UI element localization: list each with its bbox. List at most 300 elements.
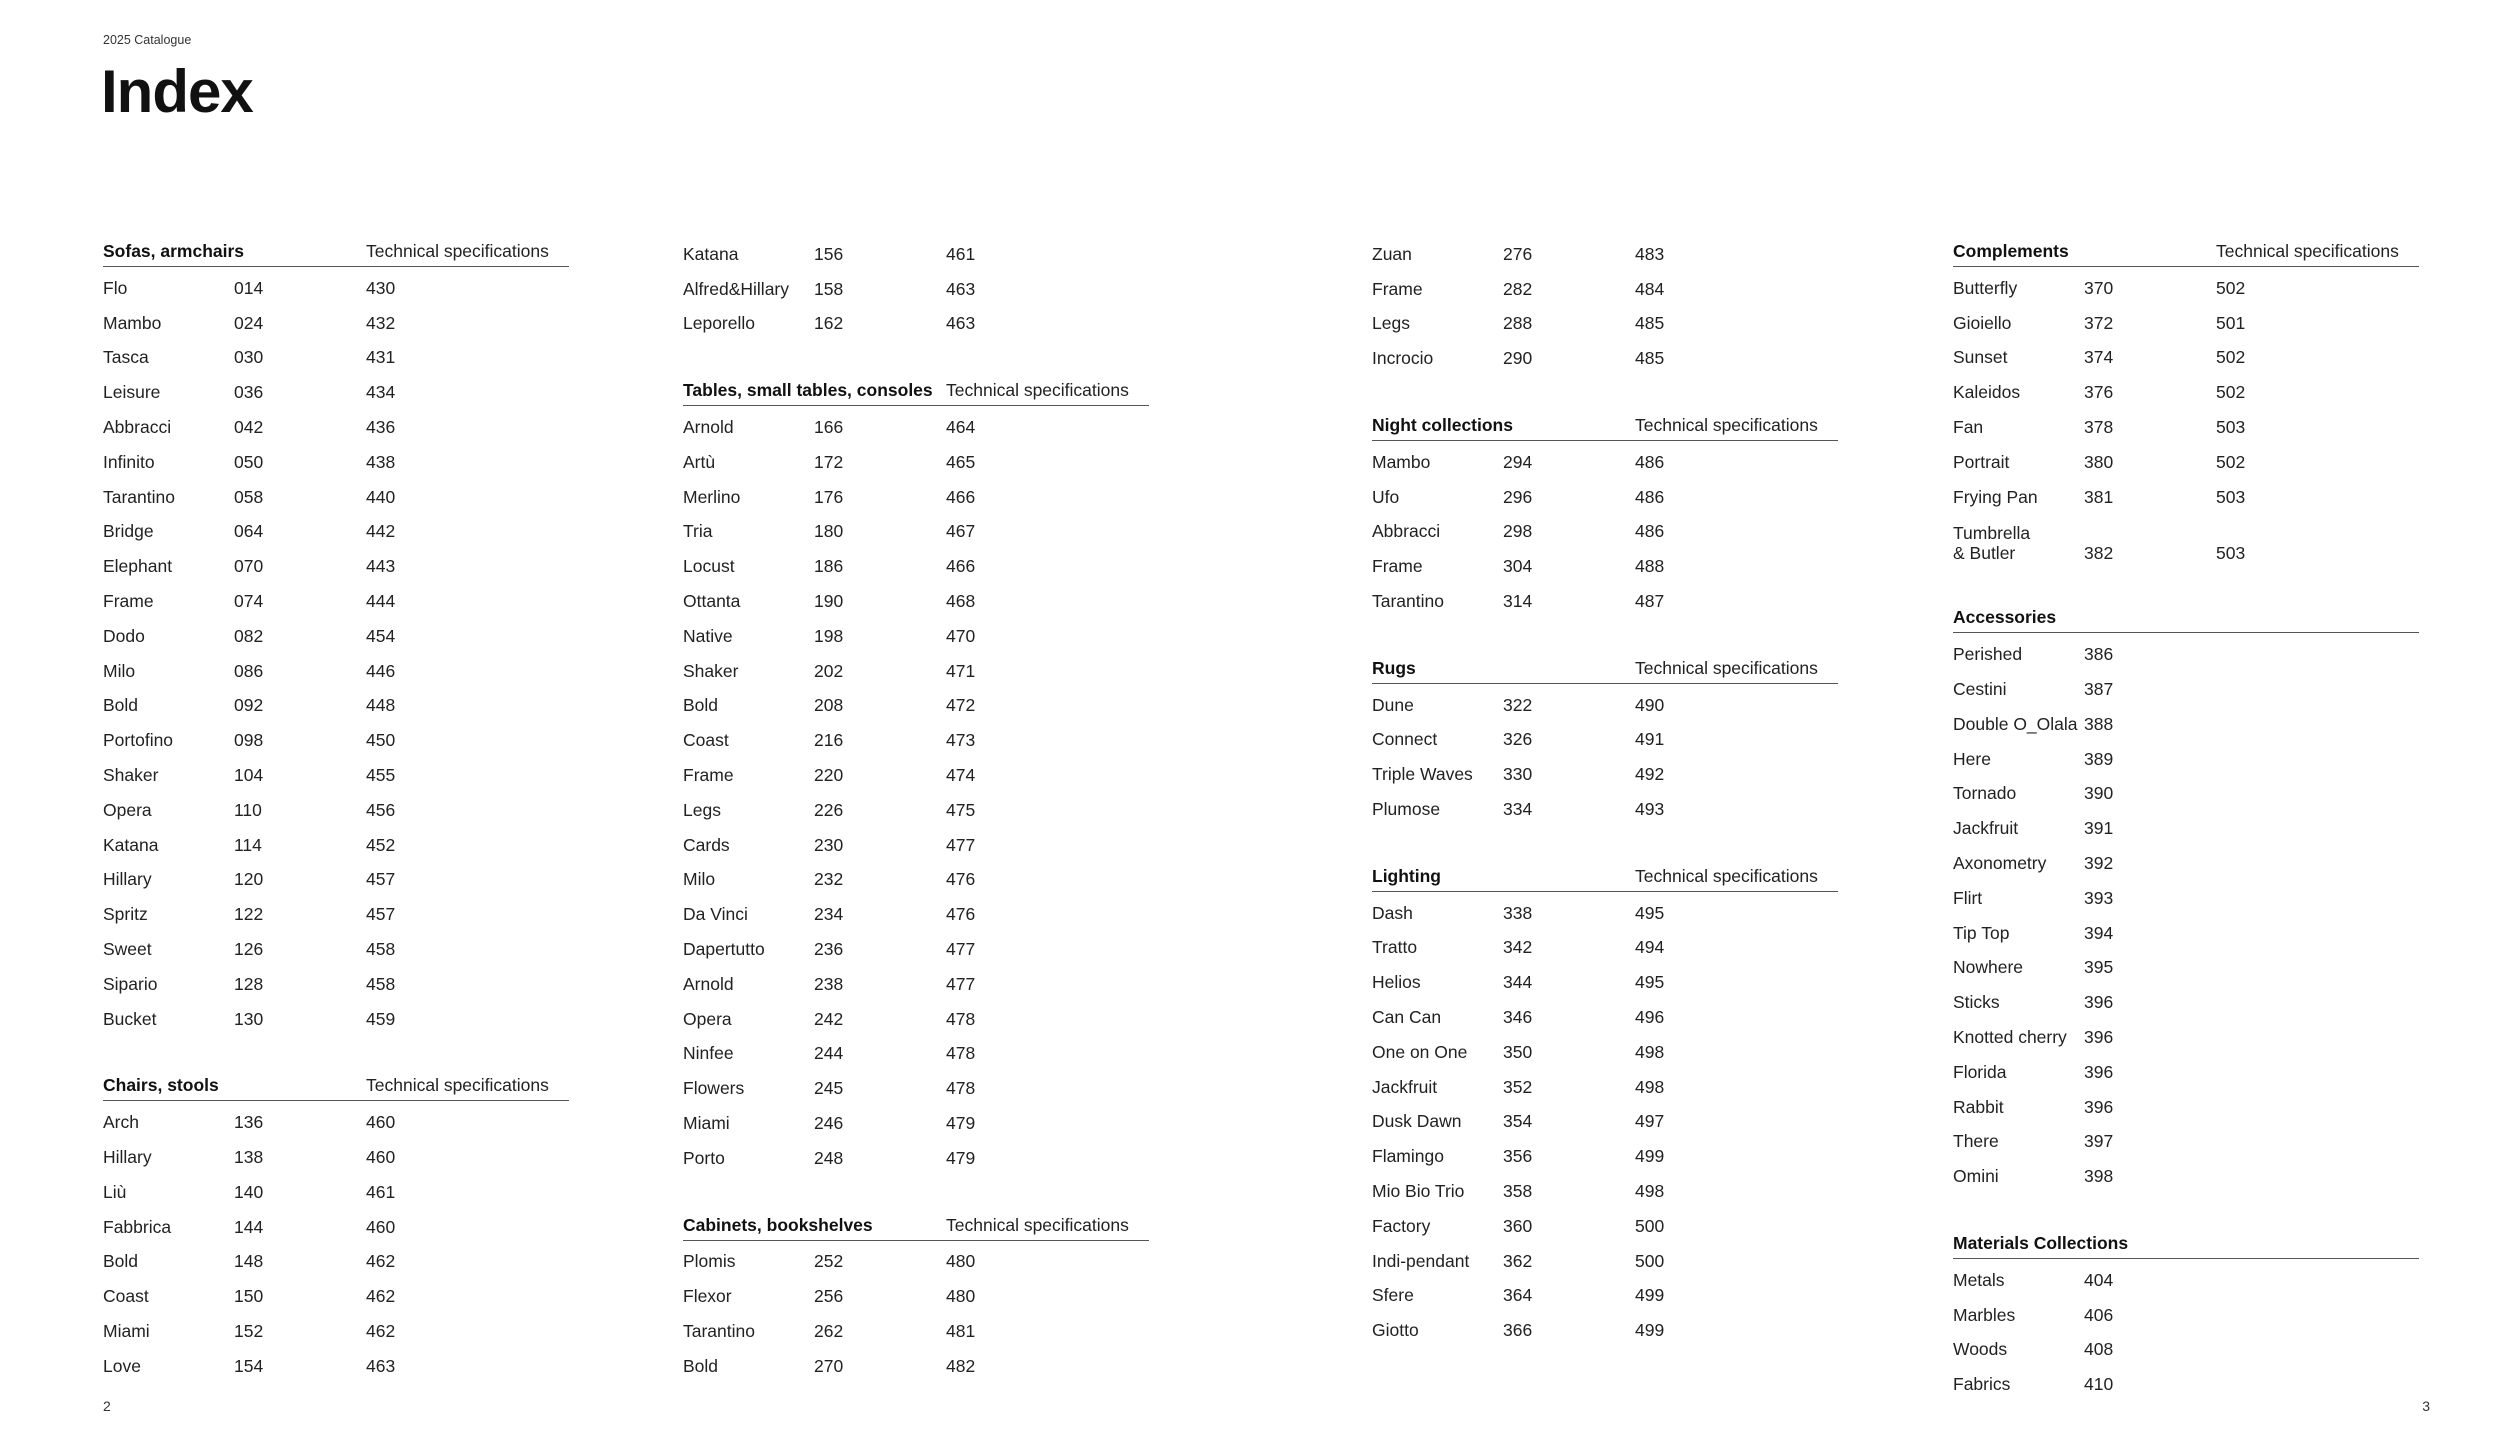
index-row[interactable] xyxy=(1953,1020,2419,1055)
index-row[interactable] xyxy=(683,619,1149,654)
index-row[interactable] xyxy=(1953,881,2419,916)
index-section xyxy=(683,237,1149,341)
index-row[interactable] xyxy=(1372,757,1838,792)
spec-page-reference: 457 xyxy=(366,869,396,890)
page-reference: 152 xyxy=(234,1321,264,1341)
index-row[interactable] xyxy=(103,1002,569,1037)
index-row[interactable] xyxy=(1953,1159,2419,1194)
index-row[interactable] xyxy=(103,271,569,306)
page-reference: 366 xyxy=(1503,1320,1533,1341)
index-row[interactable] xyxy=(683,863,1149,898)
spec-page-reference: 464 xyxy=(946,417,976,438)
index-row[interactable] xyxy=(1953,985,2419,1020)
index-row[interactable] xyxy=(683,758,1149,793)
index-row[interactable] xyxy=(1953,1090,2419,1125)
spec-page-reference: 460 xyxy=(366,1216,396,1237)
product-name: Flexor xyxy=(683,1286,732,1307)
product-name: Fabbrica xyxy=(103,1216,172,1237)
index-row[interactable] xyxy=(103,654,569,689)
spec-page-reference: 499 xyxy=(1635,1146,1665,1167)
index-row[interactable] xyxy=(1953,306,2419,341)
index-row[interactable] xyxy=(103,549,569,584)
page-reference: 296 xyxy=(1503,486,1533,507)
product-name: Triple Waves xyxy=(1372,764,1473,785)
product-name: Bucket xyxy=(103,1008,157,1029)
index-row[interactable] xyxy=(103,1349,569,1384)
page-reference: 248 xyxy=(814,1147,844,1168)
index-row[interactable] xyxy=(1372,1070,1838,1105)
section-header xyxy=(1953,1229,2419,1259)
index-row[interactable] xyxy=(103,1210,569,1245)
index-row[interactable] xyxy=(103,515,569,550)
product-name: Frying Pan xyxy=(1953,486,2038,507)
index-section xyxy=(103,237,569,1037)
index-row[interactable] xyxy=(1372,792,1838,827)
product-name: Flo xyxy=(103,277,128,298)
technical-specifications-label: Technical specifications xyxy=(1635,865,1818,886)
product-name: Bold xyxy=(683,695,719,716)
index-row[interactable] xyxy=(683,584,1149,619)
product-name: Opera xyxy=(683,1008,732,1029)
index-row[interactable] xyxy=(103,967,569,1002)
index-row[interactable] xyxy=(103,584,569,619)
page-reference: 406 xyxy=(2084,1304,2114,1325)
page-reference: 154 xyxy=(234,1355,264,1376)
product-name: Plomis xyxy=(683,1251,736,1272)
index-row[interactable] xyxy=(1372,341,1838,376)
spec-page-reference: 476 xyxy=(946,904,976,925)
page-reference: 202 xyxy=(814,660,844,681)
product-name: Axonometry xyxy=(1953,853,2047,874)
index-row[interactable] xyxy=(1372,1174,1838,1209)
index-row[interactable] xyxy=(1953,811,2419,846)
index-row[interactable] xyxy=(683,897,1149,932)
index-row[interactable] xyxy=(1953,742,2419,777)
spec-page-reference: 460 xyxy=(366,1147,396,1168)
section-header xyxy=(1953,603,2419,633)
product-name: Florida xyxy=(1953,1061,2007,1082)
product-name: Infinito xyxy=(103,451,155,472)
index-row[interactable] xyxy=(1953,1367,2419,1402)
page-reference: 374 xyxy=(2084,347,2114,368)
page-reference: 064 xyxy=(234,521,264,542)
page-reference: 378 xyxy=(2084,417,2114,438)
index-row[interactable] xyxy=(1372,1244,1838,1279)
product-name: One on One xyxy=(1372,1041,1468,1062)
index-row[interactable] xyxy=(683,654,1149,689)
index-row[interactable] xyxy=(103,1245,569,1280)
index-row[interactable] xyxy=(1953,672,2419,707)
page-reference: 338 xyxy=(1503,902,1533,923)
index-row[interactable] xyxy=(1953,445,2419,480)
product-name: Merlino xyxy=(683,486,741,507)
spec-page-reference: 431 xyxy=(366,347,396,368)
index-row[interactable] xyxy=(103,480,569,515)
section-title: Night collections xyxy=(1372,414,1513,435)
index-row[interactable] xyxy=(103,723,569,758)
page-reference: 148 xyxy=(234,1251,264,1272)
page-title: Index xyxy=(101,58,253,125)
product-name: Porto xyxy=(683,1147,725,1168)
index-row[interactable] xyxy=(1953,846,2419,881)
spec-page-reference: 461 xyxy=(946,243,976,264)
spec-page-reference: 457 xyxy=(366,904,396,925)
page-reference: 122 xyxy=(234,904,264,925)
product-name: Abbracci xyxy=(1372,521,1441,542)
index-row[interactable] xyxy=(1953,1125,2419,1160)
page-reference: 074 xyxy=(234,591,264,612)
index-row[interactable] xyxy=(103,932,569,967)
page-reference: 410 xyxy=(2084,1374,2114,1395)
spec-page-reference: 459 xyxy=(366,1008,396,1029)
product-name: Da Vinci xyxy=(683,904,748,925)
product-name: Coast xyxy=(103,1286,149,1307)
product-name: Frame xyxy=(1372,278,1423,299)
index-row[interactable] xyxy=(103,1279,569,1314)
spec-page-reference: 462 xyxy=(366,1286,396,1307)
index-row[interactable] xyxy=(103,375,569,410)
index-row[interactable] xyxy=(683,445,1149,480)
spec-page-reference: 484 xyxy=(1635,278,1665,299)
index-row[interactable] xyxy=(103,793,569,828)
product-name: Indi-pendant xyxy=(1372,1250,1470,1271)
page-reference: 390 xyxy=(2084,783,2114,804)
product-name: Arch xyxy=(103,1112,139,1133)
section-header xyxy=(1953,237,2419,267)
index-row[interactable] xyxy=(683,1141,1149,1176)
index-row[interactable] xyxy=(683,480,1149,515)
index-row[interactable] xyxy=(1372,723,1838,758)
spec-page-reference: 495 xyxy=(1635,902,1665,923)
index-row[interactable] xyxy=(683,1071,1149,1106)
product-name: Shaker xyxy=(683,660,739,681)
page-reference: 086 xyxy=(234,660,264,681)
spec-page-reference: 479 xyxy=(946,1113,976,1134)
index-row[interactable] xyxy=(1953,341,2419,376)
index-row[interactable] xyxy=(103,1105,569,1140)
product-name: Katana xyxy=(103,834,159,855)
index-row[interactable] xyxy=(683,1279,1149,1314)
index-row[interactable] xyxy=(103,410,569,445)
page-reference: 220 xyxy=(814,765,844,786)
spec-page-reference: 481 xyxy=(946,1321,976,1341)
spec-page-reference: 432 xyxy=(366,312,396,333)
page-reference: 270 xyxy=(814,1355,844,1376)
spec-page-reference: 502 xyxy=(2216,347,2246,368)
index-row[interactable] xyxy=(1372,237,1838,272)
index-section xyxy=(103,1071,569,1383)
page-reference: 397 xyxy=(2084,1131,2114,1152)
product-name: Tarantino xyxy=(683,1321,755,1341)
index-row[interactable] xyxy=(1953,515,2419,569)
index-row[interactable] xyxy=(103,1140,569,1175)
page-reference: 346 xyxy=(1503,1007,1533,1028)
page-reference: 120 xyxy=(234,869,264,890)
page-reference: 350 xyxy=(1503,1041,1533,1062)
product-name: Native xyxy=(683,625,733,646)
page-reference: 128 xyxy=(234,973,264,994)
product-name: Knotted cherry xyxy=(1953,1027,2067,1048)
index-row[interactable] xyxy=(1953,777,2419,812)
product-name: Bold xyxy=(103,695,139,716)
product-name: Arnold xyxy=(683,417,734,438)
page-reference: 304 xyxy=(1503,556,1533,577)
product-name: Alfred&Hillary xyxy=(683,278,789,299)
index-row[interactable] xyxy=(103,619,569,654)
spec-page-reference: 448 xyxy=(366,695,396,716)
page-reference: 114 xyxy=(234,834,262,855)
spec-page-reference: 498 xyxy=(1635,1076,1665,1097)
product-name: Marbles xyxy=(1953,1304,2016,1325)
index-row[interactable] xyxy=(1372,965,1838,1000)
product-name: Fabrics xyxy=(1953,1374,2011,1395)
page-reference: 245 xyxy=(814,1078,844,1099)
index-row[interactable] xyxy=(683,793,1149,828)
product-name: Ninfee xyxy=(683,1043,734,1064)
section-header xyxy=(683,376,1149,406)
index-row[interactable] xyxy=(1372,896,1838,931)
product-name: Butterfly xyxy=(1953,277,2018,298)
index-row[interactable] xyxy=(103,758,569,793)
product-name: Tumbrella & Butler xyxy=(1953,522,2031,563)
section-header xyxy=(1372,862,1838,892)
product-name: Hillary xyxy=(103,1147,152,1168)
index-row[interactable] xyxy=(1953,1263,2419,1298)
product-name: Jackfruit xyxy=(1372,1076,1438,1097)
index-row[interactable] xyxy=(1953,707,2419,742)
index-row[interactable] xyxy=(103,445,569,480)
product-name: Giotto xyxy=(1372,1320,1419,1341)
page-reference: 392 xyxy=(2084,853,2114,874)
index-row[interactable] xyxy=(1372,1035,1838,1070)
spec-page-reference: 462 xyxy=(366,1251,396,1272)
page-reference: 352 xyxy=(1503,1076,1533,1097)
product-name: Frame xyxy=(683,765,734,786)
page-reference: 136 xyxy=(234,1112,264,1133)
product-name: Sweet xyxy=(103,939,152,960)
product-name: Legs xyxy=(1372,313,1410,334)
product-name: Bridge xyxy=(103,521,154,542)
index-row[interactable] xyxy=(1372,1313,1838,1348)
page-reference: 389 xyxy=(2084,748,2114,769)
index-row[interactable] xyxy=(683,828,1149,863)
index-row[interactable] xyxy=(683,723,1149,758)
spec-page-reference: 458 xyxy=(366,939,396,960)
page-reference: 176 xyxy=(814,486,844,507)
index-row[interactable] xyxy=(1372,584,1838,619)
spec-page-reference: 443 xyxy=(366,556,396,577)
spec-page-reference: 485 xyxy=(1635,348,1665,369)
page-reference: 234 xyxy=(814,904,844,925)
page-reference: 386 xyxy=(2084,644,2114,665)
index-row[interactable] xyxy=(1372,1279,1838,1314)
index-row[interactable] xyxy=(1372,480,1838,515)
index-row[interactable] xyxy=(683,1245,1149,1280)
index-row[interactable] xyxy=(1953,916,2419,951)
index-row[interactable] xyxy=(103,341,569,376)
index-row[interactable] xyxy=(1953,375,2419,410)
index-row[interactable] xyxy=(103,897,569,932)
index-row[interactable] xyxy=(103,1314,569,1349)
index-row[interactable] xyxy=(683,237,1149,272)
product-name: Tratto xyxy=(1372,937,1418,958)
product-name: Sticks xyxy=(1953,992,2000,1013)
page-reference: 396 xyxy=(2084,1096,2114,1117)
index-section xyxy=(1372,411,1838,619)
spec-page-reference: 502 xyxy=(2216,382,2246,403)
index-row[interactable] xyxy=(1372,1139,1838,1174)
page-number-right: 3 xyxy=(2422,1398,2430,1414)
page-reference: 290 xyxy=(1503,348,1533,369)
product-name: Tarantino xyxy=(103,486,175,507)
section-title: Complements xyxy=(1953,241,2069,261)
index-row[interactable] xyxy=(103,828,569,863)
spec-page-reference: 477 xyxy=(946,834,976,855)
spec-page-reference: 499 xyxy=(1635,1320,1665,1341)
index-row[interactable] xyxy=(683,272,1149,307)
page-reference: 130 xyxy=(234,1008,264,1029)
index-row[interactable] xyxy=(103,863,569,898)
index-row[interactable] xyxy=(1372,515,1838,550)
page-reference: 126 xyxy=(234,939,264,960)
index-row[interactable] xyxy=(1372,1000,1838,1035)
spec-page-reference: 461 xyxy=(366,1181,396,1202)
index-row[interactable] xyxy=(683,689,1149,724)
index-row[interactable] xyxy=(683,1002,1149,1037)
index-row[interactable] xyxy=(683,307,1149,342)
page-reference: 138 xyxy=(234,1147,264,1168)
spec-page-reference: 476 xyxy=(946,869,976,890)
index-row[interactable] xyxy=(1372,688,1838,723)
technical-specifications-label: Technical specifications xyxy=(366,1075,549,1096)
index-row[interactable] xyxy=(1953,951,2419,986)
page-reference: 334 xyxy=(1503,799,1533,820)
product-name: Omini xyxy=(1953,1166,1999,1187)
index-row[interactable] xyxy=(683,1349,1149,1384)
spec-page-reference: 502 xyxy=(2216,277,2246,298)
page-reference: 024 xyxy=(234,312,264,333)
index-row[interactable] xyxy=(1372,549,1838,584)
index-row[interactable] xyxy=(1372,1105,1838,1140)
index-row[interactable] xyxy=(1953,410,2419,445)
index-column-4 xyxy=(1953,237,2419,1437)
product-name: Flowers xyxy=(683,1078,745,1099)
page-reference: 082 xyxy=(234,625,264,646)
product-name: Dapertutto xyxy=(683,939,765,960)
index-row[interactable] xyxy=(683,967,1149,1002)
page-reference: 342 xyxy=(1503,937,1533,958)
index-row[interactable] xyxy=(683,1314,1149,1349)
index-row[interactable] xyxy=(1953,271,2419,306)
page-reference: 344 xyxy=(1503,972,1533,993)
index-row[interactable] xyxy=(103,1175,569,1210)
product-name: Tornado xyxy=(1953,783,2017,804)
index-row[interactable] xyxy=(1953,1055,2419,1090)
index-section xyxy=(1372,237,1838,376)
page-reference: 140 xyxy=(234,1181,264,1202)
page-reference: 070 xyxy=(234,556,264,577)
spec-page-reference: 430 xyxy=(366,277,396,298)
page-reference: 092 xyxy=(234,695,264,716)
page-reference: 252 xyxy=(814,1251,844,1272)
page-reference: 288 xyxy=(1503,313,1533,334)
spec-page-reference: 471 xyxy=(946,660,976,681)
product-name: Jackfruit xyxy=(1953,818,2019,839)
section-title: Chairs, stools xyxy=(103,1075,219,1096)
spec-page-reference: 463 xyxy=(366,1355,396,1376)
page-reference: 394 xyxy=(2084,922,2114,943)
index-row[interactable] xyxy=(1372,1209,1838,1244)
section-title: Accessories xyxy=(1953,607,2057,628)
section-title: Lighting xyxy=(1372,865,1442,886)
spec-page-reference: 502 xyxy=(2216,451,2246,472)
section-title: Cabinets, bookshelves xyxy=(683,1214,873,1235)
index-row[interactable] xyxy=(683,1037,1149,1072)
product-name: Perished xyxy=(1953,644,2023,665)
product-name: Sunset xyxy=(1953,347,2008,368)
index-section xyxy=(683,1211,1149,1384)
product-name: Cestini xyxy=(1953,679,2007,700)
page-reference: 150 xyxy=(234,1286,264,1307)
index-row[interactable] xyxy=(1372,445,1838,480)
spec-page-reference: 482 xyxy=(946,1355,976,1376)
product-name: Cards xyxy=(683,834,730,855)
spec-page-reference: 503 xyxy=(2216,542,2246,563)
index-row[interactable] xyxy=(683,932,1149,967)
index-row[interactable] xyxy=(1372,931,1838,966)
spec-page-reference: 450 xyxy=(366,730,396,751)
spec-page-reference: 474 xyxy=(946,765,976,786)
spec-page-reference: 477 xyxy=(946,973,976,994)
index-row[interactable] xyxy=(1953,1298,2419,1333)
spec-page-reference: 486 xyxy=(1635,451,1665,472)
page-reference: 246 xyxy=(814,1113,844,1134)
spec-page-reference: 500 xyxy=(1635,1250,1665,1271)
index-row[interactable] xyxy=(1372,307,1838,342)
product-name: Woods xyxy=(1953,1339,2008,1360)
product-name: Opera xyxy=(103,799,152,820)
index-row[interactable] xyxy=(1953,480,2419,515)
index-row[interactable] xyxy=(103,306,569,341)
spec-page-reference: 478 xyxy=(946,1078,976,1099)
page-reference: 216 xyxy=(814,730,844,751)
page-reference: 360 xyxy=(1503,1215,1533,1236)
page-reference: 382 xyxy=(2084,542,2114,563)
product-name: Elephant xyxy=(103,556,173,577)
index-row[interactable] xyxy=(1953,637,2419,672)
product-name: Frame xyxy=(103,591,154,612)
section-title: Materials Collections xyxy=(1953,1232,2129,1253)
index-row[interactable] xyxy=(103,689,569,724)
index-row[interactable] xyxy=(683,1106,1149,1141)
index-row[interactable] xyxy=(1953,1333,2419,1368)
index-row[interactable] xyxy=(683,549,1149,584)
spec-page-reference: 483 xyxy=(1635,243,1665,264)
index-row[interactable] xyxy=(683,410,1149,445)
index-row[interactable] xyxy=(1372,272,1838,307)
product-name: Nowhere xyxy=(1953,957,2024,978)
product-name: Factory xyxy=(1372,1215,1431,1236)
product-name: Metals xyxy=(1953,1269,2005,1290)
product-name: Flirt xyxy=(1953,887,1983,908)
technical-specifications-label: Technical specifications xyxy=(1635,657,1818,678)
index-row[interactable] xyxy=(683,515,1149,550)
spec-page-reference: 442 xyxy=(366,521,396,542)
page-reference: 190 xyxy=(814,591,844,612)
page-reference: 226 xyxy=(814,799,844,820)
page-reference: 404 xyxy=(2084,1269,2114,1290)
spec-page-reference: 479 xyxy=(946,1147,976,1168)
